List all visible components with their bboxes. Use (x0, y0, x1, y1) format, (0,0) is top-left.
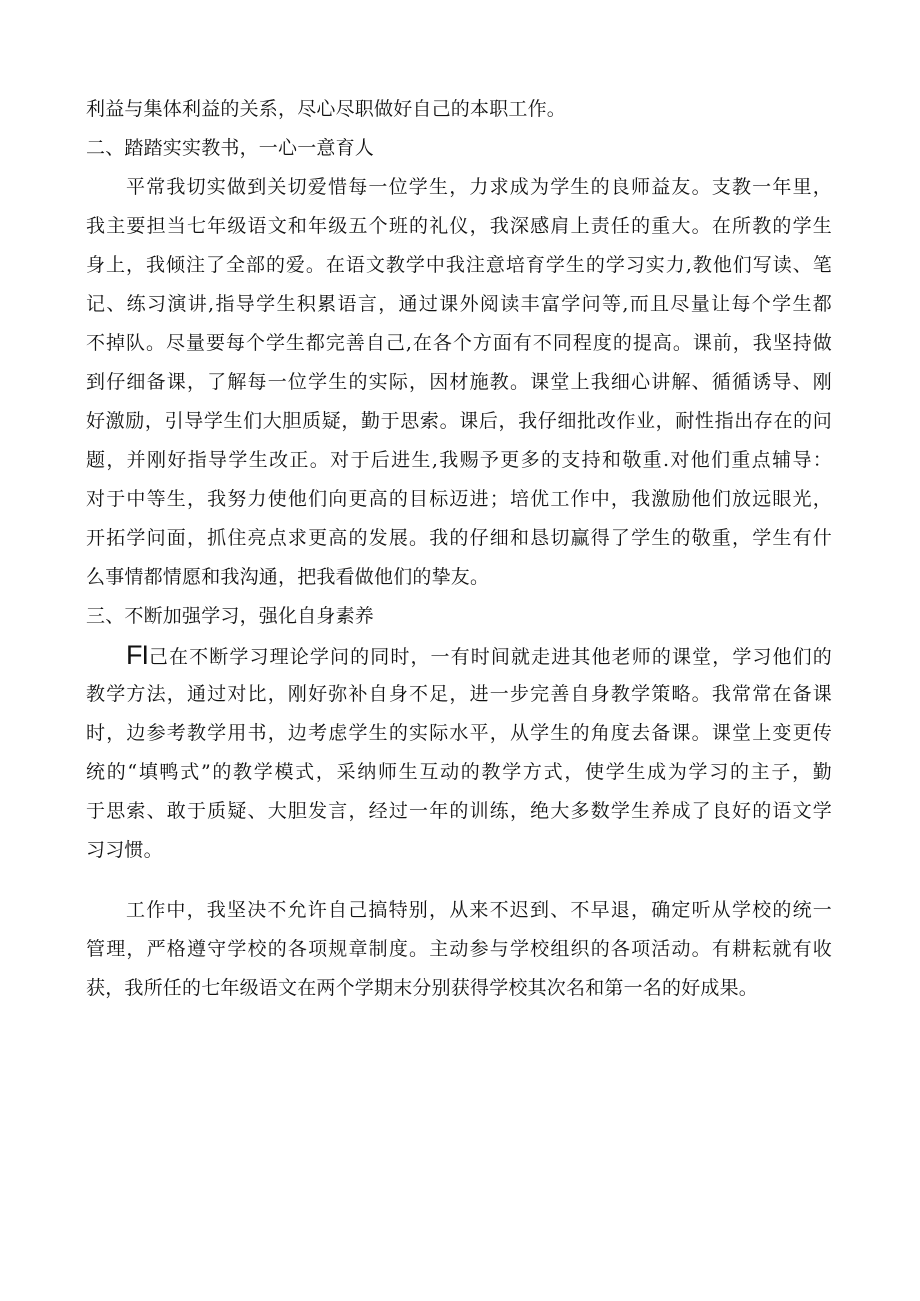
paragraph-gap (86, 870, 832, 891)
text-line (86, 636, 832, 675)
text-line: 我主要担当七年级语文和年级五个班的礼仪，我深感肩上责任的重大。在所教的学生 (86, 215, 832, 237)
text-line: 时，边参考教学用书，边考虑学生的实际水平，从学生的角度去备课。课堂上变更传 (86, 722, 832, 744)
text-line: 么事情都情愿和我沟通，把我看做他们的挚友。 (86, 566, 490, 588)
text-line: 习习惯。 (86, 839, 163, 861)
text-line: 利益与集体利益的关系，尽心尽职做好自己的本职工作。 (86, 98, 567, 120)
line-text: 己在不断学习理论学问的同时，一有时间就走进其他老师的课堂，学习他们的 (148, 646, 832, 668)
section-heading: 二、踏踏实实教书，一心一意育人 (86, 137, 375, 159)
text-line: 对于中等生，我努力使他们向更高的目标迈进；培优工作中，我激励他们放远眼光， (86, 488, 832, 510)
text-line: 工作中，我坚决不允许自己搞特别，从来不迟到、不早退，确定听从学校的统一 (126, 899, 832, 921)
text-line: 好激励，引导学生们大胆质疑，勤于思索。课后，我仔细批改作业，耐性指出存在的问 (86, 410, 832, 432)
text-line: 于思索、敢于质疑、大胆发言，经过一年的训练，绝大多数学生养成了良好的语文学 (86, 800, 832, 822)
text-line: 管理，严格遵守学校的各项规章制度。主动参与学校组织的各项活动。有耕耘就有收 (86, 938, 832, 960)
text-line: 获，我所任的七年级语文在两个学期末分别获得学校其次名和第一名的好成果。 (86, 977, 759, 999)
text-line: 开拓学问面，抓住亮点求更高的发展。我的仔细和恳切赢得了学生的敬重，学生有什 (86, 527, 832, 549)
text-line: 教学方法，通过对比，刚好弥补自身不足，进一步完善自身教学策略。我常常在备课 (86, 683, 832, 705)
document-body (86, 90, 832, 1008)
text-line: 不掉队。尽量要每个学生都完善自己,在各个方面有不同程度的提高。课前，我坚持做 (86, 332, 832, 354)
text-line: 记、练习演讲,指导学生积累语言，通过课外阅读丰富学问等,而且尽量让每个学生都 (86, 293, 832, 315)
text-line: 题，并刚好指导学生改正。对于后进生,我赐予更多的支持和敬重.对他们重点辅导： (86, 449, 832, 471)
text-line: 平常我切实做到关切爱惜每一位学生，力求成为学生的良师益友。支教一年里， (126, 176, 832, 198)
section-heading: 三、不断加强学习，强化自身素养 (86, 605, 375, 627)
text-line: 身上，我倾注了全部的爱。在语文教学中我注意培育学生的学习实力,教他们写读、笔 (86, 254, 832, 276)
line-prefix: FI (126, 640, 148, 670)
text-line: 统的“填鸭式”的教学模式，采纳师生互动的教学方式，使学生成为学习的主子，勤 (86, 761, 832, 783)
text-line: 到仔细备课，了解每一位学生的实际，因材施教。课堂上我细心讲解、循循诱导、刚 (86, 371, 832, 393)
